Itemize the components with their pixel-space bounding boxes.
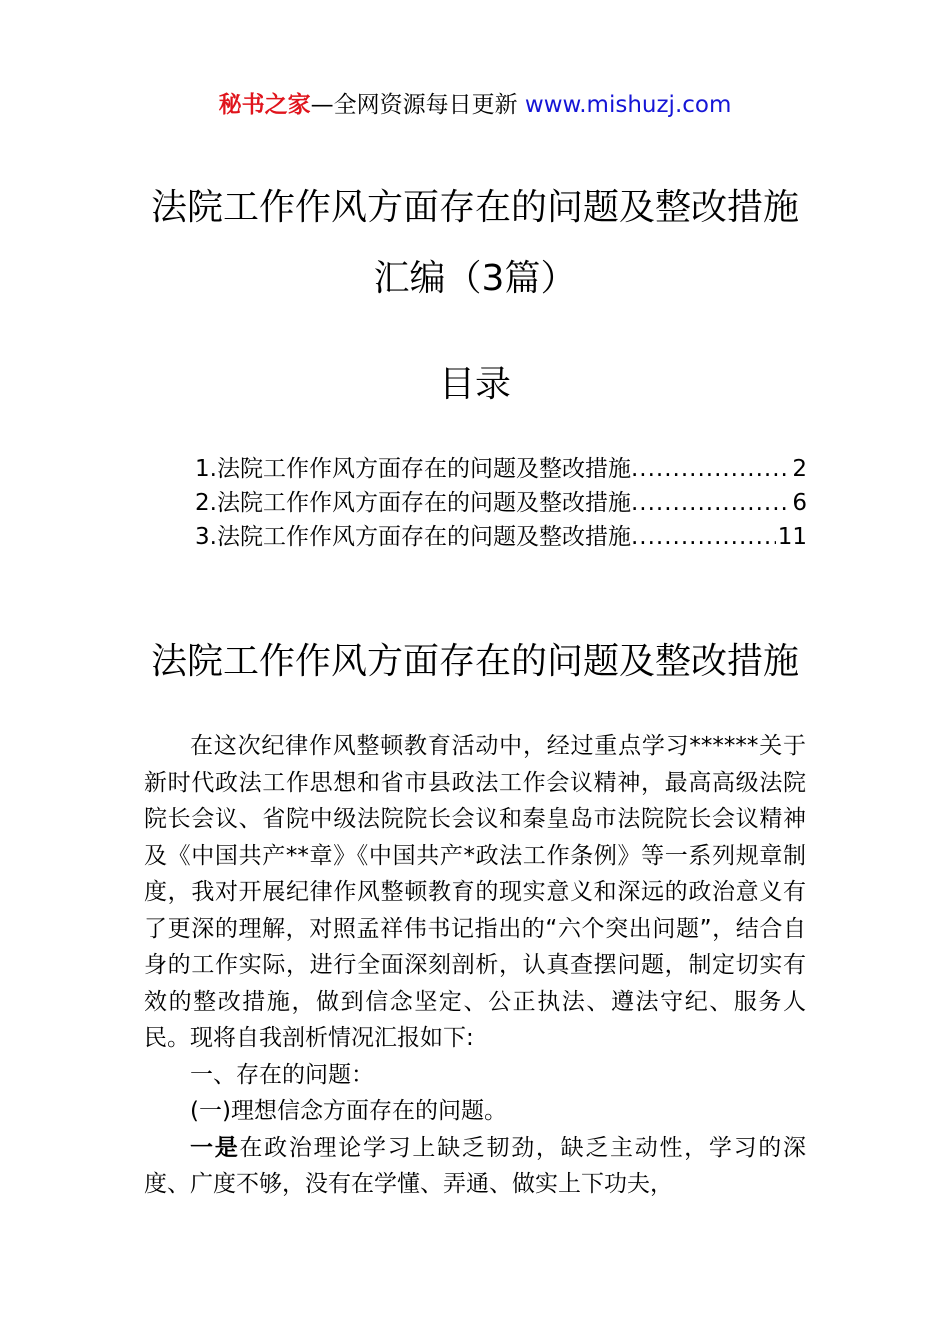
toc-entry[interactable] [195, 486, 807, 520]
subheading-ideals: (一)理想信念方面存在的问题。 [190, 1098, 507, 1124]
toc-leader-dots [631, 520, 776, 554]
subheading-problems: 一、存在的问题： [190, 1061, 374, 1088]
header-tagline: —全网资源每日更新 [310, 92, 525, 118]
toc-entry-label: 3.法院工作作风方面存在的问题及整改措施 [195, 524, 631, 550]
site-header [0, 88, 950, 122]
point-text: 在政治理论学习上缺乏韧劲，缺乏主动性，学习的深度、广度不够，没有在学懂、弄通、做实上下功夫， [144, 1134, 807, 1197]
table-of-contents [195, 452, 807, 554]
intro-paragraph: 在这次纪律作风整顿教育活动中，经过重点学习******关于新时代政法工作思想和省市县政法工作会议精神，最高高级法院院长会议、省院中级法院院长会议和秦皇岛市法院院长会议精神及《中国共产**章》《中国共产*政法工作条例》等一系列规章制度，我对开展纪律作风整顿教育的现实意义和深远的政治意义有了更深的理解，对照孟祥伟书记指出的“六个突出问题”，结合自身的工作实际，进行全面深刻剖析，认真查摆问题，制定切实有效的整改措施，做到信念坚定、公正执法、遵法守纪、服务人民。现将自我剖析情况汇报如下: [144, 733, 806, 1051]
toc-leader-dots [631, 452, 790, 486]
toc-entry-page: 11 [777, 524, 807, 550]
toc-entry-page: 2 [792, 456, 807, 482]
document-title-line-2: 汇编（3篇） [373, 258, 577, 299]
toc-entry[interactable] [195, 520, 807, 554]
brand-name: 秘书之家 [218, 92, 311, 118]
toc-entry-label: 1.法院工作作风方面存在的问题及整改措施 [195, 456, 631, 482]
toc-leader-dots [631, 486, 790, 520]
document-title-line-1: 法院工作作风方面存在的问题及整改措施 [150, 187, 799, 228]
point-paragraph [144, 1130, 806, 1203]
point-lead: 一是 [190, 1134, 240, 1161]
site-url-link[interactable]: www.mishuzj.com [524, 92, 732, 118]
toc-entry[interactable] [195, 452, 807, 486]
toc-heading: 目录 [438, 364, 511, 405]
toc-entry-page: 6 [792, 490, 807, 516]
section-body [144, 728, 806, 1203]
toc-entry-label: 2.法院工作作风方面存在的问题及整改措施 [195, 490, 631, 516]
section-title: 法院工作作风方面存在的问题及整改措施 [150, 641, 799, 682]
